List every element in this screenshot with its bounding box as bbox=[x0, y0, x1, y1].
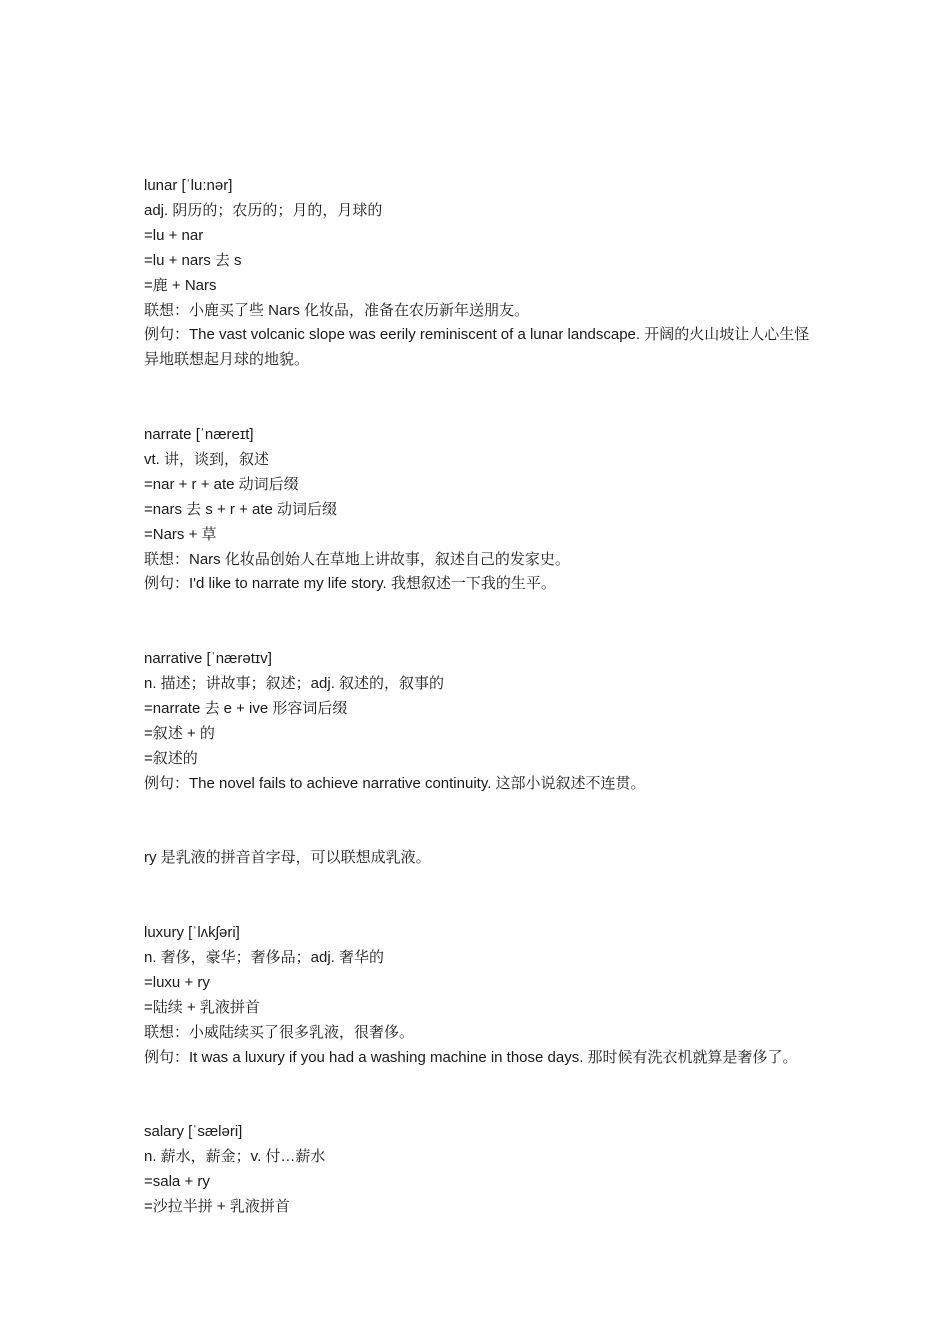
entry-narrate bbox=[144, 423, 814, 597]
entry-luxury bbox=[144, 921, 814, 1070]
word-headword: lunar [ˈlu:nər] bbox=[144, 177, 233, 194]
breakdown-line: =沙拉半拼 + 乳液拼首 bbox=[144, 1198, 290, 1216]
breakdown-line: =lu + nars 去 s bbox=[144, 251, 242, 269]
entry-salary bbox=[144, 1120, 814, 1220]
breakdown-line: =narrate 去 e + ive 形容词后缀 bbox=[144, 700, 348, 717]
breakdown-line: =nar + r + ate 动词后缀 bbox=[144, 475, 299, 493]
note-text: ry 是乳液的拼音首字母，可以联想成乳液。 bbox=[144, 849, 431, 867]
word-definition: n. 奢侈，豪华；奢侈品；adj. 奢华的 bbox=[144, 949, 385, 967]
example-sentence: 例句：It was a luxury if you had a washing machine in those days. 那时候有洗衣机就算是奢侈了。 bbox=[144, 1048, 798, 1066]
breakdown-line: =nars 去 s + r + ate 动词后缀 bbox=[144, 500, 337, 518]
word-definition: vt. 讲，谈到，叙述 bbox=[144, 450, 270, 468]
word-headword: luxury [ˈlʌkʃəri] bbox=[144, 924, 240, 942]
breakdown-line: =Nars + 草 bbox=[144, 525, 217, 543]
word-headword: narrate [ˈnæreɪt] bbox=[144, 426, 254, 444]
breakdown-line: =鹿 + Nars bbox=[144, 276, 217, 294]
breakdown-line: =叙述的 bbox=[144, 749, 198, 767]
example-sentence: 例句：The novel fails to achieve narrative continuity. 这部小说叙述不连贯。 bbox=[144, 774, 646, 792]
word-definition: adj. 阴历的；农历的；月的，月球的 bbox=[144, 201, 383, 219]
example-sentence: 例句：The vast volcanic slope was eerily reminiscent of a lunar landscape. 开阔的火山坡让人心生怪异地联想起月球的地貌。 bbox=[144, 326, 810, 369]
association-line: 联想：Nars 化妆品创始人在草地上讲故事，叙述自己的发家史。 bbox=[144, 550, 570, 568]
breakdown-line: =sala + ry bbox=[144, 1173, 210, 1191]
note-ry bbox=[144, 846, 814, 871]
breakdown-line: =叙述 + 的 bbox=[144, 724, 215, 742]
word-definition: n. 描述；讲故事；叙述；adj. 叙述的，叙事的 bbox=[144, 675, 445, 693]
breakdown-line: =luxu + ry bbox=[144, 973, 210, 991]
association-line: 联想：小威陆续买了很多乳液，很奢侈。 bbox=[144, 1023, 415, 1041]
word-headword: salary [ˈsæləri] bbox=[144, 1123, 243, 1141]
example-sentence: 例句：I'd like to narrate my life story. 我想叙述一下我的生平。 bbox=[144, 575, 556, 593]
entry-narrative bbox=[144, 647, 814, 796]
word-definition: n. 薪水，薪金；v. 付…薪水 bbox=[144, 1148, 326, 1166]
breakdown-line: =陆续 + 乳液拼首 bbox=[144, 998, 260, 1016]
entry-lunar bbox=[144, 174, 814, 373]
breakdown-line: =lu + nar bbox=[144, 226, 204, 244]
association-line: 联想：小鹿买了些 Nars 化妆品，准备在农历新年送朋友。 bbox=[144, 301, 530, 319]
word-headword: narrative [ˈnærətɪv] bbox=[144, 650, 272, 668]
document-content bbox=[144, 174, 814, 1220]
